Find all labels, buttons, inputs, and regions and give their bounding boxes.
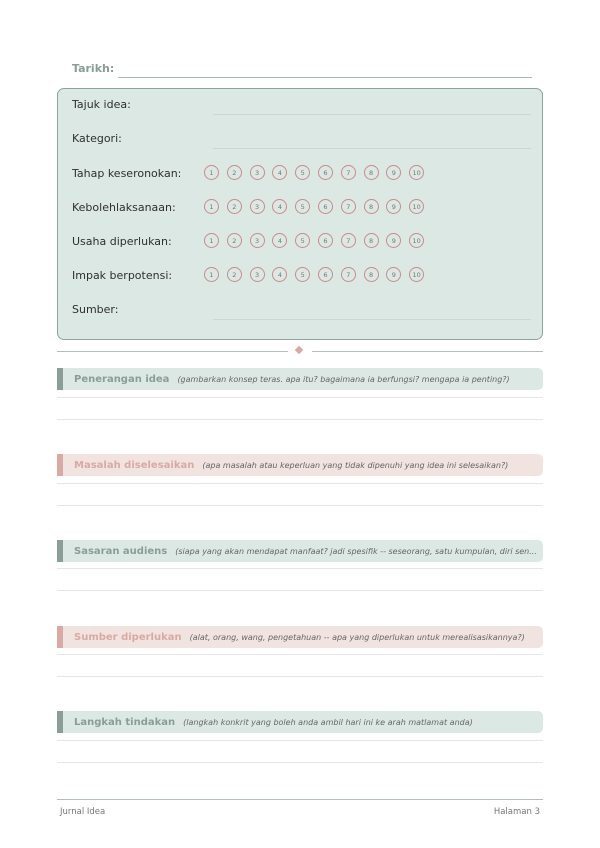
rating-circle-3[interactable]: 3 (250, 199, 265, 214)
idea-title-line[interactable] (213, 114, 531, 115)
category-label: Kategori: (72, 132, 122, 145)
rating-circle-2[interactable]: 2 (227, 199, 242, 214)
rating-circle-7[interactable]: 7 (341, 267, 356, 282)
section-title: Sasaran audiens (74, 545, 168, 557)
section-title: Penerangan idea (74, 373, 170, 385)
rating-circle-4[interactable]: 4 (272, 199, 287, 214)
section-title: Masalah diselesaikan (74, 459, 195, 471)
writing-line[interactable] (57, 397, 543, 398)
rating-circle-4[interactable]: 4 (272, 165, 287, 180)
rating-circle-8[interactable]: 8 (364, 165, 379, 180)
rating-circle-4[interactable]: 4 (272, 233, 287, 248)
rating-circle-5[interactable]: 5 (295, 199, 310, 214)
rating-circle-2[interactable]: 2 (227, 267, 242, 282)
section-accent-bar (57, 626, 63, 648)
section-accent-bar (57, 540, 63, 562)
rating-circle-6[interactable]: 6 (318, 199, 333, 214)
rating-circle-8[interactable]: 8 (364, 267, 379, 282)
effort-label: Usaha diperlukan: (72, 235, 172, 248)
writing-line[interactable] (57, 676, 543, 677)
writing-line[interactable] (57, 505, 543, 506)
section-problem (57, 454, 543, 476)
section-hint: (langkah konkrit yang boleh anda ambil hari ini ke arah matlamat anda) (183, 717, 473, 727)
rating-circle-10[interactable]: 10 (409, 233, 424, 248)
footer-page-number: Halaman 3 (493, 807, 540, 817)
section-hint: (alat, orang, wang, pengetahuan -- apa yang diperlukan untuk merealisasikannya?) (189, 632, 525, 642)
date-label: Tarikh: (72, 62, 115, 75)
source-line[interactable] (213, 319, 531, 320)
rating-circle-6[interactable]: 6 (318, 233, 333, 248)
idea-details-card (57, 88, 543, 340)
fun-level-scale (204, 165, 432, 180)
rating-circle-7[interactable]: 7 (341, 233, 356, 248)
idea-title-label: Tajuk idea: (72, 98, 131, 111)
rating-circle-9[interactable]: 9 (386, 199, 401, 214)
divider-right (312, 351, 543, 352)
feasibility-label: Kebolehlaksanaan: (72, 201, 176, 214)
rating-circle-8[interactable]: 8 (364, 233, 379, 248)
rating-circle-1[interactable]: 1 (204, 199, 219, 214)
rating-circle-3[interactable]: 3 (250, 165, 265, 180)
diamond-ornament (295, 346, 303, 354)
rating-circle-10[interactable]: 10 (409, 199, 424, 214)
writing-line[interactable] (57, 740, 543, 741)
impact-scale (204, 267, 432, 282)
section-resources (57, 626, 543, 648)
rating-circle-5[interactable]: 5 (295, 233, 310, 248)
effort-scale (204, 233, 432, 248)
rating-circle-3[interactable]: 3 (250, 267, 265, 282)
section-hint: (apa masalah atau keperluan yang tidak dipenuhi yang idea ini selesaikan?) (202, 460, 509, 470)
rating-circle-1[interactable]: 1 (204, 233, 219, 248)
footer-divider (57, 799, 543, 800)
impact-label: Impak berpotensi: (72, 269, 173, 282)
rating-circle-10[interactable]: 10 (409, 267, 424, 282)
rating-circle-7[interactable]: 7 (341, 199, 356, 214)
rating-circle-1[interactable]: 1 (204, 267, 219, 282)
rating-circle-8[interactable]: 8 (364, 199, 379, 214)
section-accent-bar (57, 711, 63, 733)
section-title: Langkah tindakan (74, 716, 176, 728)
rating-circle-5[interactable]: 5 (295, 267, 310, 282)
writing-line[interactable] (57, 419, 543, 420)
section-hint: (gambarkan konsep teras. apa itu? bagaimana ia berfungsi? mengapa ia penting?) (177, 374, 510, 384)
rating-circle-10[interactable]: 10 (409, 165, 424, 180)
source-label: Sumber: (72, 303, 119, 316)
rating-circle-5[interactable]: 5 (295, 165, 310, 180)
section-action-steps (57, 711, 543, 733)
writing-line[interactable] (57, 568, 543, 569)
writing-line[interactable] (57, 483, 543, 484)
rating-circle-2[interactable]: 2 (227, 233, 242, 248)
section-hint: (siapa yang akan mendapat manfaat? jadi spesifik -- seseorang, satu kumpulan, diri sen... (175, 546, 537, 556)
divider-left (57, 351, 288, 352)
feasibility-scale (204, 199, 432, 214)
rating-circle-6[interactable]: 6 (318, 267, 333, 282)
section-description (57, 368, 543, 390)
category-line[interactable] (213, 148, 531, 149)
section-audience (57, 540, 543, 562)
rating-circle-4[interactable]: 4 (272, 267, 287, 282)
rating-circle-9[interactable]: 9 (386, 165, 401, 180)
date-input-line[interactable] (118, 77, 532, 78)
footer-journal-name: Jurnal Idea (60, 807, 106, 817)
writing-line[interactable] (57, 590, 543, 591)
rating-circle-3[interactable]: 3 (250, 233, 265, 248)
rating-circle-9[interactable]: 9 (386, 233, 401, 248)
section-title: Sumber diperlukan (74, 631, 182, 643)
section-accent-bar (57, 454, 63, 476)
rating-circle-9[interactable]: 9 (386, 267, 401, 282)
rating-circle-2[interactable]: 2 (227, 165, 242, 180)
writing-line[interactable] (57, 654, 543, 655)
rating-circle-6[interactable]: 6 (318, 165, 333, 180)
rating-circle-1[interactable]: 1 (204, 165, 219, 180)
fun-level-label: Tahap keseronokan: (72, 167, 182, 180)
section-accent-bar (57, 368, 63, 390)
writing-line[interactable] (57, 762, 543, 763)
rating-circle-7[interactable]: 7 (341, 165, 356, 180)
